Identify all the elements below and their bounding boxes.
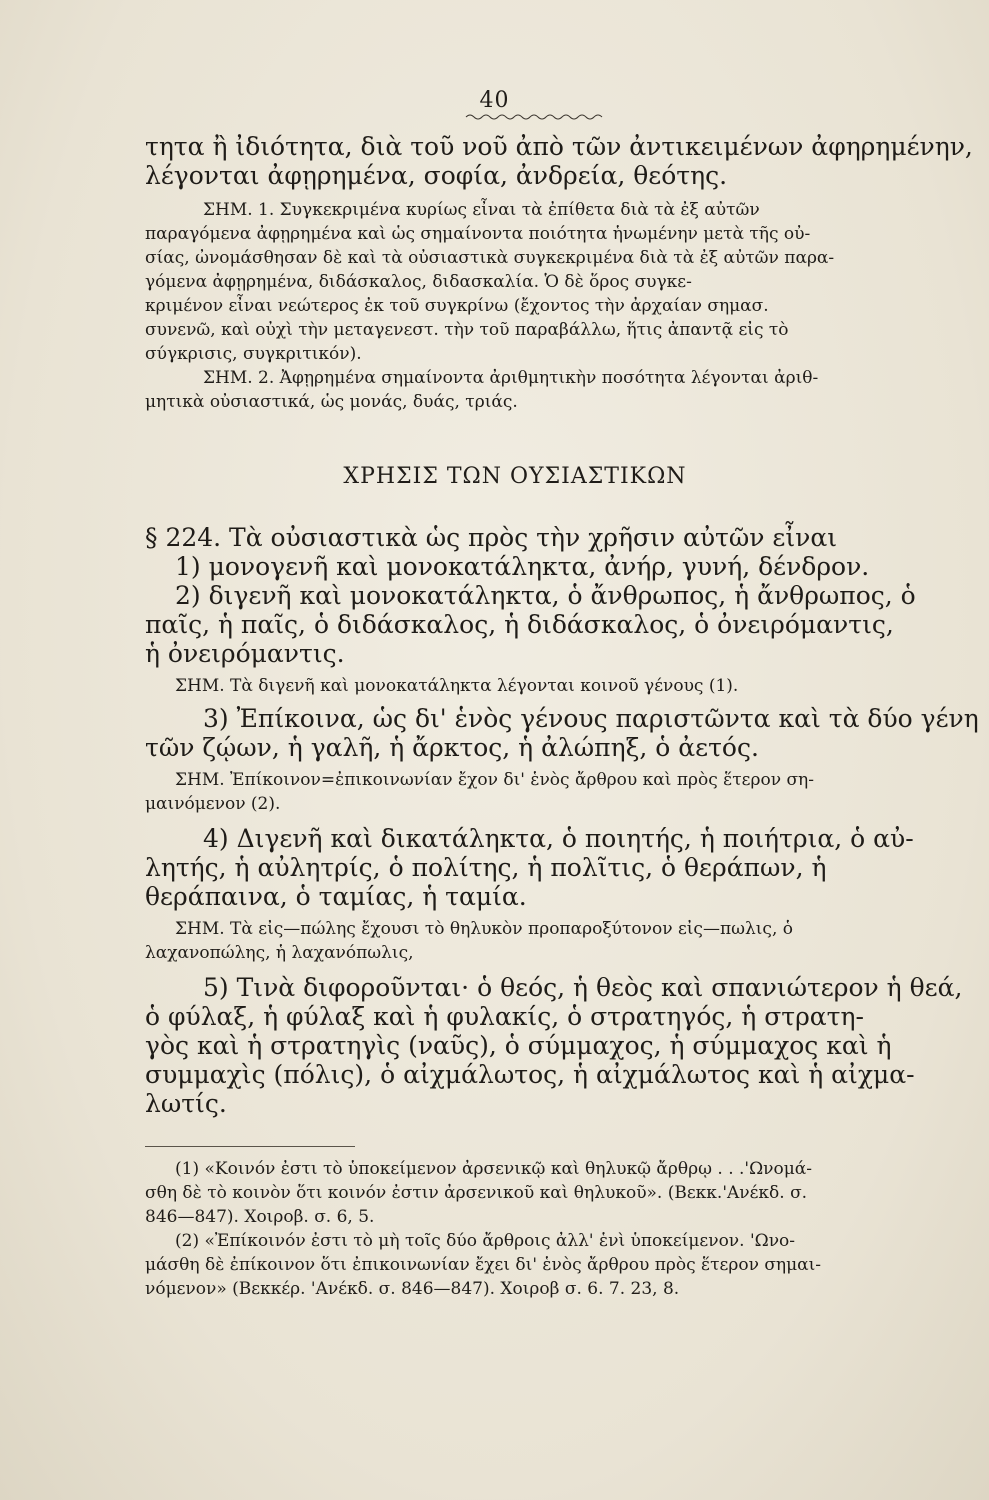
text-line: ἡ ὀνειρόμαντις. xyxy=(145,639,345,668)
footnote-line: σθη δὲ τὸ κοινὸν ὅτι κοινόν ἐστιν ἀρσενικοῦ καὶ θηλυκοῦ». (Βεκκ.'Ανέκδ. σ. xyxy=(145,1183,808,1203)
footnote-line: (2) «Ἐπίκοινόν ἐστι τὸ μὴ τοῖς δύο ἄρθροις ἀλλ' ἑνὶ ὑποκείμενον. 'Ωνο- xyxy=(175,1231,796,1251)
text-line: συμμαχὶς (πόλις), ὁ αἰχμάλωτος, ἡ αἰχμάλωτος καὶ ἡ αἰχμα- xyxy=(145,1060,915,1089)
note-line: γόμενα ἀφῃρημένα, διδάσκαλος, διδασκαλία. Ὁ δὲ ὅρος συγκε- xyxy=(145,272,692,292)
note-1 xyxy=(145,198,885,366)
text-line: παῖς, ἡ παῖς, ὁ διδάσκαλος, ἡ διδάσκαλος, ὁ ὀνειρόμαντις, xyxy=(145,610,894,639)
list-item-1: 1) μονογενῆ καὶ μονοκατάληκτα, ἀνήρ, γυνή, δένδρον. xyxy=(175,552,870,581)
note-line: παραγόμενα ἀφῃρημένα καὶ ὡς σημαίνοντα ποιότητα ἡνωμένην μετὰ τῆς οὐ- xyxy=(145,224,811,244)
note-line: μητικὰ οὐσιαστικά, ὡς μονάς, δυάς, τριάς. xyxy=(145,392,518,412)
footnote-line: (1) «Κοινόν ἐστι τὸ ὑποκείμενον ἀρσενικῷ καὶ θηλυκῷ ἄρθρῳ . . .'Ωνομά- xyxy=(175,1159,813,1179)
footnote-line: 846—847). Χοιροβ. σ. 6, 5. xyxy=(145,1207,375,1227)
footnote-separator xyxy=(145,1146,355,1147)
note-line: σύγκρισις, συγκριτικόν). xyxy=(145,344,362,364)
list-item-5 xyxy=(145,973,963,1118)
note-line: ΣΗΜ. 1. Συγκεκριμένα κυρίως εἶναι τὰ ἐπίθετα διὰ τὰ ἐξ αὐτῶν xyxy=(203,200,760,220)
note-line: ΣΗΜ. Τὰ εἰς—πώλης ἔχουσι τὸ θηλυκὸν προπαροξύτονον εἰς—πωλις, ὁ xyxy=(175,919,793,939)
page-number: 40 xyxy=(479,88,510,113)
note-2 xyxy=(145,366,885,414)
text-line: τῶν ζῴων, ἡ γαλῆ, ἡ ἄρκτος, ἡ ἀλώπηξ, ὁ ἀετός. xyxy=(145,733,759,762)
footnote-1 xyxy=(145,1157,885,1229)
note-3: ΣΗΜ. Τὰ διγενῆ καὶ μονοκατάληκτα λέγονται κοινοῦ γένους (1). xyxy=(175,676,739,696)
note-line: κριμένον εἶναι νεώτερος ἐκ τοῦ συγκρίνω (ἔχοντος τὴν ἀρχαίαν σημασ. xyxy=(145,296,769,316)
text-line: λητής, ἡ αὐλητρίς, ὁ πολίτης, ἡ πολῖτις, ὁ θεράπων, ἡ xyxy=(145,853,827,882)
text-line: 5) Τινὰ διφοροῦνται· ὁ θεός, ἡ θεὸς καὶ σπανιώτερον ἡ θεά, xyxy=(203,973,963,1002)
text-line: λωτίς. xyxy=(145,1089,227,1118)
paragraph-224: § 224. Τὰ οὐσιαστικὰ ὡς πρὸς τὴν χρῆσιν αὐτῶν εἶναι xyxy=(145,523,838,552)
note-line: σίας, ὠνομάσθησαν δὲ καὶ τὰ οὐσιαστικὰ συγκεκριμένα διὰ τὰ ἐξ αὐτῶν παρα- xyxy=(145,248,835,268)
list-item-2 xyxy=(145,581,916,668)
text-line: 2) διγενῆ καὶ μονοκατάληκτα, ὁ ἄνθρωπος, ἡ ἄνθρωπος, ὁ xyxy=(175,581,916,610)
list-item-3 xyxy=(145,704,979,762)
note-line: ΣΗΜ. Ἐπίκοινον=ἐπικοινωνίαν ἔχον δι' ἑνὸς ἄρθρου καὶ πρὸς ἕτερον ση- xyxy=(175,770,814,790)
note-4 xyxy=(145,768,885,816)
page-body xyxy=(145,132,979,1301)
note-line: μαινόμενον (2). xyxy=(145,794,281,814)
decorative-wave-rule xyxy=(466,112,602,122)
footnote-line: νόμενον» (Βεκκέρ. 'Ανέκδ. σ. 846—847). Χοιροβ σ. 6. 7. 23, 8. xyxy=(145,1279,680,1299)
footnote-line: μάσθη δὲ ἐπίκοινον ὅτι ἐπικοινωνίαν ἔχει δι' ἑνὸς ἄρθρου πρὸς ἕτερον σημαι- xyxy=(145,1255,822,1275)
text-line: θεράπαινα, ὁ ταμίας, ἡ ταμία. xyxy=(145,882,527,911)
text-line: ὁ φύλαξ, ἡ φύλαξ καὶ ἡ φυλακίς, ὁ στρατηγός, ἡ στρατη- xyxy=(145,1002,864,1031)
footnote-2 xyxy=(145,1229,885,1301)
note-line: συνενῶ, καὶ οὐχὶ τὴν μεταγενεστ. τὴν τοῦ παραβάλλω, ἥτις ἀπαντᾷ εἰς τὸ xyxy=(145,320,789,340)
text-line: τητα ἢ ἰδιότητα, διὰ τοῦ νοῦ ἀπὸ τῶν ἀντικειμένων ἀφηρημένην, xyxy=(145,132,973,161)
text-line: λέγονται ἀφῃρημένα, σοφία, ἀνδρεία, θεότης. xyxy=(145,161,728,190)
text-line: 3) Ἐπίκοινα, ὡς δι' ἑνὸς γένους παριστῶντα καὶ τὰ δύο γένη xyxy=(203,704,979,733)
text-line: γὸς καὶ ἡ στρατηγὶς (ναῦς), ὁ σύμμαχος, ἡ σύμμαχος καὶ ἡ xyxy=(145,1031,892,1060)
note-line: λαχανοπώλης, ἡ λαχανόπωλις, xyxy=(145,943,414,963)
note-5 xyxy=(145,917,885,965)
note-line: ΣΗΜ. 2. Ἀφῃρημένα σημαίνοντα ἀριθμητικὴν ποσότητα λέγονται ἀριθ- xyxy=(203,368,819,388)
text-line: 4) Διγενῆ καὶ δικατάληκτα, ὁ ποιητής, ἡ ποιήτρια, ὁ αὐ- xyxy=(203,824,914,853)
section-heading: ΧΡΗΣΙΣ ΤΩΝ ΟΥΣΙΑΣΤΙΚΩΝ xyxy=(343,464,687,489)
list-item-4 xyxy=(145,824,914,911)
